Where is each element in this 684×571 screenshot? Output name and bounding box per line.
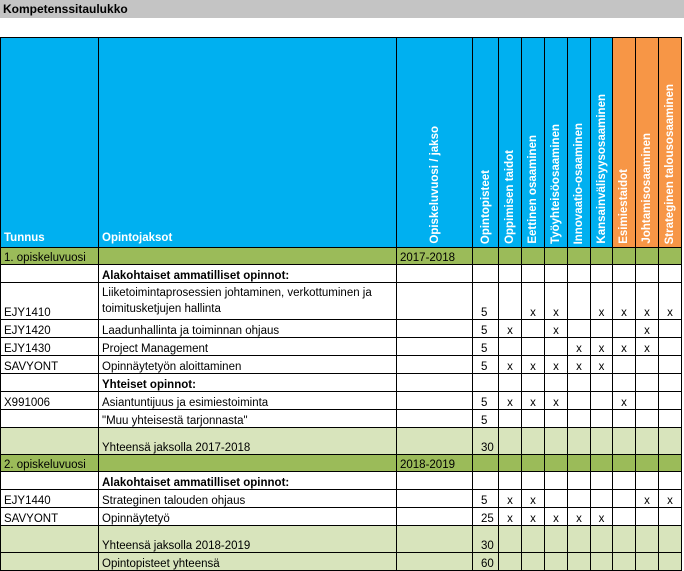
header-competence (591, 38, 613, 248)
competence-mark-cell (613, 248, 636, 265)
header-credits-label: Opintopisteet (479, 169, 492, 244)
competence-mark-cell (659, 356, 682, 374)
competence-mark-cell (499, 455, 522, 472)
code-cell (1, 472, 99, 490)
competence-table (0, 37, 682, 571)
competence-mark-cell (568, 410, 591, 428)
year-label-cell: 2. opiskeluvuosi (1, 455, 99, 472)
year-label-cell: 1. opiskeluvuosi (1, 248, 99, 265)
competence-mark-cell (636, 553, 659, 571)
year-cell (397, 472, 473, 490)
competence-mark-cell (522, 248, 545, 265)
competence-mark-cell (591, 428, 613, 455)
competence-mark-cell: x (499, 320, 522, 338)
competence-mark-cell (568, 320, 591, 338)
competence-mark-cell: x (659, 283, 682, 320)
header-competence (545, 38, 568, 248)
competence-mark-cell (545, 490, 568, 508)
competence-mark-cell: x (568, 356, 591, 374)
course-cell: Project Management (99, 338, 397, 356)
competence-mark-cell: x (522, 356, 545, 374)
competence-mark-cell (591, 553, 613, 571)
year-cell (397, 553, 473, 571)
competence-mark-cell (545, 265, 568, 283)
code-cell: EJY1410 (1, 283, 99, 320)
empty-cell (99, 455, 397, 472)
competence-mark-cell (636, 455, 659, 472)
course-cell: Opinnäytetyö (99, 508, 397, 526)
table-row (1, 490, 682, 508)
header-year-label: Opiskeluvuosi / jakso (428, 126, 441, 244)
code-cell: SAVYONT (1, 356, 99, 374)
competence-mark-cell (499, 410, 522, 428)
competence-mark-cell (591, 320, 613, 338)
competence-mark-cell (545, 526, 568, 553)
competence-mark-cell: x (613, 338, 636, 356)
competence-mark-cell (659, 455, 682, 472)
competence-mark-cell (591, 526, 613, 553)
year-cell (397, 338, 473, 356)
table-row (1, 508, 682, 526)
total-row (1, 428, 682, 455)
competence-mark-cell (613, 428, 636, 455)
header-competence (522, 38, 545, 248)
competence-mark-cell (568, 283, 591, 320)
code-cell: EJY1420 (1, 320, 99, 338)
competence-mark-cell (636, 526, 659, 553)
year-row (1, 248, 682, 265)
empty-cell (99, 248, 397, 265)
competence-mark-cell (545, 374, 568, 392)
competence-mark-cell: x (636, 283, 659, 320)
course-cell: "Muu yhteisestä tarjonnasta" (99, 410, 397, 428)
year-range-cell: 2018-2019 (397, 455, 473, 472)
credits-cell: 25 (473, 508, 499, 526)
competence-mark-cell: x (545, 508, 568, 526)
course-cell: Yhteiset opinnot: (99, 374, 397, 392)
total-row (1, 553, 682, 571)
table-row (1, 283, 682, 320)
competence-mark-cell (591, 248, 613, 265)
competence-mark-cell (522, 320, 545, 338)
competence-mark-cell (613, 508, 636, 526)
course-cell: Opintopisteet yhteensä (99, 553, 397, 571)
credits-cell: 5 (473, 356, 499, 374)
sheet-title: Kompetenssitaulukko (0, 0, 684, 18)
competence-mark-cell (499, 338, 522, 356)
credits-cell: 5 (473, 410, 499, 428)
header-row (1, 38, 682, 248)
competence-mark-cell (613, 472, 636, 490)
competence-mark-cell (499, 553, 522, 571)
competence-mark-cell (568, 490, 591, 508)
header-competence (568, 38, 591, 248)
competence-mark-cell (613, 265, 636, 283)
credits-cell: 5 (473, 338, 499, 356)
competence-mark-cell (522, 374, 545, 392)
competence-mark-cell (545, 428, 568, 455)
competence-mark-cell (659, 472, 682, 490)
competence-mark-cell (613, 356, 636, 374)
competence-mark-cell: x (613, 283, 636, 320)
competence-mark-cell: x (545, 283, 568, 320)
header-competence-label: Strateginen talousosaaminen (664, 83, 676, 244)
competence-mark-cell (499, 283, 522, 320)
competence-mark-cell (522, 455, 545, 472)
competence-mark-cell (499, 374, 522, 392)
table-row (1, 338, 682, 356)
competence-mark-cell: x (522, 490, 545, 508)
competence-mark-cell: x (499, 392, 522, 410)
competence-mark-cell (522, 338, 545, 356)
competence-mark-cell: x (499, 356, 522, 374)
competence-mark-cell (636, 248, 659, 265)
section-row (1, 472, 682, 490)
competence-mark-cell (522, 265, 545, 283)
competence-mark-cell (522, 410, 545, 428)
year-cell (397, 356, 473, 374)
header-competence-label: Innovaatio-osaaminen (573, 122, 585, 244)
competence-mark-cell: x (522, 508, 545, 526)
competence-mark-cell: x (591, 338, 613, 356)
header-year (397, 38, 473, 248)
competence-mark-cell (568, 248, 591, 265)
competence-mark-cell (545, 410, 568, 428)
competence-mark-cell: x (522, 283, 545, 320)
year-cell (397, 283, 473, 320)
code-cell: X991006 (1, 392, 99, 410)
competence-mark-cell (636, 410, 659, 428)
credits-cell: 30 (473, 526, 499, 553)
competence-mark-cell: x (591, 283, 613, 320)
header-credits (473, 38, 499, 248)
competence-mark-cell (568, 553, 591, 571)
competence-mark-cell (591, 410, 613, 428)
competence-mark-cell (545, 248, 568, 265)
competence-mark-cell (568, 374, 591, 392)
code-cell (1, 410, 99, 428)
competence-mark-cell (499, 526, 522, 553)
credits-cell (473, 455, 499, 472)
course-cell: Liiketoimintaprosessien johtaminen, verkottuminen ja toimitusketjujen hallinta (99, 283, 397, 320)
credits-cell: 5 (473, 490, 499, 508)
competence-mark-cell (568, 472, 591, 490)
header-competence-label: Oppimisen taidot (504, 150, 516, 244)
code-cell (1, 374, 99, 392)
competence-mark-cell (568, 392, 591, 410)
course-cell: Asiantuntijuus ja esimiestoiminta (99, 392, 397, 410)
competence-mark-cell: x (568, 338, 591, 356)
table-row (1, 320, 682, 338)
competence-mark-cell: x (545, 392, 568, 410)
year-row (1, 455, 682, 472)
competence-mark-cell (659, 320, 682, 338)
competence-mark-cell (522, 553, 545, 571)
course-cell: Yhteensä jaksolla 2018-2019 (99, 526, 397, 553)
code-cell (1, 553, 99, 571)
competence-mark-cell (636, 472, 659, 490)
competence-mark-cell (613, 526, 636, 553)
total-row (1, 526, 682, 553)
credits-cell: 30 (473, 428, 499, 455)
competence-mark-cell (636, 508, 659, 526)
header-competence (636, 38, 659, 248)
course-cell: Strateginen talouden ohjaus (99, 490, 397, 508)
competence-mark-cell: x (659, 490, 682, 508)
credits-cell (473, 472, 499, 490)
competence-mark-cell (659, 508, 682, 526)
competence-mark-cell: x (499, 490, 522, 508)
credits-cell: 5 (473, 392, 499, 410)
header-competence (613, 38, 636, 248)
competence-mark-cell (591, 265, 613, 283)
competence-mark-cell (659, 428, 682, 455)
competence-mark-cell (499, 472, 522, 490)
competence-mark-cell (591, 490, 613, 508)
header-competence-label: Työyhteisöosaaminen (550, 124, 562, 244)
competence-mark-cell (522, 428, 545, 455)
competence-mark-cell (591, 455, 613, 472)
competence-mark-cell: x (636, 490, 659, 508)
year-cell (397, 265, 473, 283)
code-cell (1, 428, 99, 455)
header-competence-label: Eettinen osaaminen (527, 135, 539, 244)
competence-mark-cell (568, 455, 591, 472)
course-cell: Alakohtaiset ammatilliset opinnot: (99, 265, 397, 283)
code-cell (1, 265, 99, 283)
competence-mark-cell: x (591, 508, 613, 526)
course-cell: Opinnäytetyön aloittaminen (99, 356, 397, 374)
competence-mark-cell: x (636, 320, 659, 338)
competence-mark-cell (636, 265, 659, 283)
course-cell: Yhteensä jaksolla 2017-2018 (99, 428, 397, 455)
year-cell (397, 526, 473, 553)
competence-mark-cell (636, 356, 659, 374)
year-cell (397, 508, 473, 526)
year-range-cell: 2017-2018 (397, 248, 473, 265)
year-cell (397, 392, 473, 410)
competence-mark-cell (613, 320, 636, 338)
section-row (1, 374, 682, 392)
section-row (1, 265, 682, 283)
header-course: Opintojaksot (99, 38, 397, 248)
competence-mark-cell (659, 338, 682, 356)
header-competence (659, 38, 682, 248)
competence-mark-cell (591, 392, 613, 410)
course-cell: Alakohtaiset ammatilliset opinnot: (99, 472, 397, 490)
competence-mark-cell (659, 526, 682, 553)
code-cell (1, 526, 99, 553)
competence-mark-cell (545, 553, 568, 571)
credits-cell (473, 248, 499, 265)
year-cell (397, 490, 473, 508)
code-cell: EJY1430 (1, 338, 99, 356)
competence-mark-cell: x (499, 508, 522, 526)
header-competence (499, 38, 522, 248)
credits-cell (473, 265, 499, 283)
competence-mark-cell (499, 428, 522, 455)
course-cell: Laadunhallinta ja toiminnan ohjaus (99, 320, 397, 338)
competence-mark-cell: x (568, 508, 591, 526)
competence-mark-cell: x (613, 392, 636, 410)
competence-mark-cell (613, 490, 636, 508)
competence-mark-cell (659, 248, 682, 265)
table-row (1, 410, 682, 428)
competence-mark-cell (568, 265, 591, 283)
competence-mark-cell (613, 553, 636, 571)
competence-mark-cell (613, 410, 636, 428)
header-competence-label: Kansainvälisyysosaaminen (595, 94, 608, 244)
competence-mark-cell: x (545, 320, 568, 338)
competence-mark-cell (636, 428, 659, 455)
table-row (1, 356, 682, 374)
year-cell (397, 320, 473, 338)
competence-mark-cell (613, 374, 636, 392)
competence-mark-cell: x (545, 356, 568, 374)
competence-mark-cell (591, 374, 613, 392)
competence-mark-cell (591, 472, 613, 490)
competence-mark-cell (659, 392, 682, 410)
credits-cell (473, 374, 499, 392)
competence-mark-cell (568, 428, 591, 455)
competence-mark-cell (499, 265, 522, 283)
competence-mark-cell (613, 455, 636, 472)
year-cell (397, 428, 473, 455)
competence-mark-cell (636, 374, 659, 392)
competence-mark-cell (659, 265, 682, 283)
table-row (1, 392, 682, 410)
year-cell (397, 374, 473, 392)
code-cell: SAVYONT (1, 508, 99, 526)
credits-cell: 60 (473, 553, 499, 571)
competence-mark-cell: x (522, 392, 545, 410)
competence-mark-cell (659, 553, 682, 571)
competence-mark-cell: x (591, 356, 613, 374)
competence-mark-cell (522, 472, 545, 490)
header-code: Tunnus (1, 38, 99, 248)
credits-cell: 5 (473, 283, 499, 320)
header-competence-label: Johtamisosaaminen (641, 133, 653, 244)
year-cell (397, 410, 473, 428)
competence-mark-cell (659, 410, 682, 428)
competence-mark-cell (545, 472, 568, 490)
competence-mark-cell (545, 455, 568, 472)
competence-mark-cell: x (636, 338, 659, 356)
credits-cell: 5 (473, 320, 499, 338)
header-competence-label: Esimiestaidot (618, 169, 630, 244)
competence-mark-cell (522, 526, 545, 553)
code-cell: EJY1440 (1, 490, 99, 508)
competence-mark-cell (659, 374, 682, 392)
competence-mark-cell (568, 526, 591, 553)
competence-mark-cell (636, 392, 659, 410)
competence-mark-cell (545, 338, 568, 356)
competence-mark-cell (499, 248, 522, 265)
